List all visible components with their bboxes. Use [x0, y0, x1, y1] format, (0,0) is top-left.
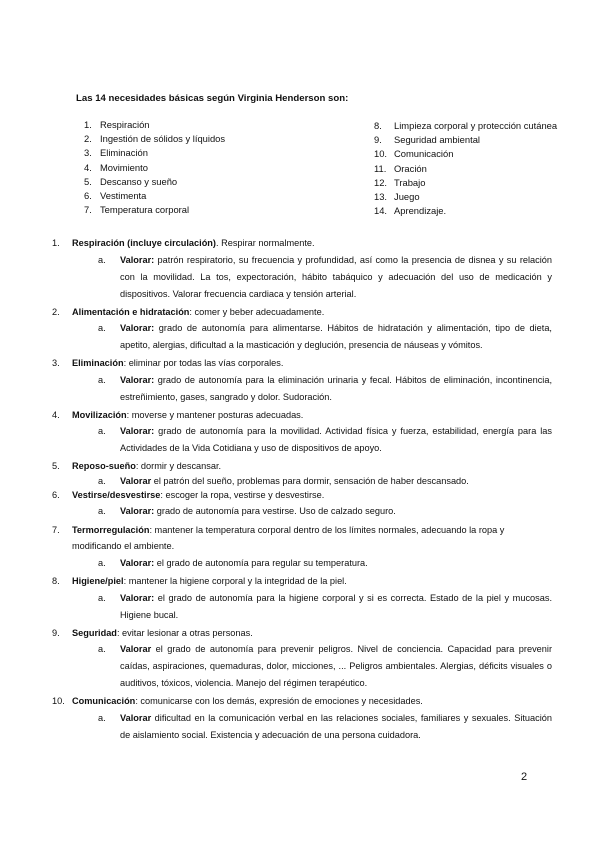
detail-description: escoger la ropa, vestirse y desvestirse.	[165, 489, 325, 500]
assess-label: Valorar:	[120, 374, 155, 385]
detail-term: Eliminación	[72, 358, 124, 368]
need-item: 8. Limpieza corporal y protección cutánea	[374, 120, 558, 131]
detail-description: evitar lesionar a otras personas.	[122, 627, 253, 638]
assess-text: dificultad en la comunicación verbal en las relaciones sociales, familiares y sexuales. Situación de aislamiento social. Existencia y adecuación de una persona cuidadora.	[120, 712, 552, 740]
needs-list-right	[374, 119, 557, 218]
need-item: 13. Juego	[374, 190, 420, 202]
page-heading: Las 14 necesidades básicas según Virginia Henderson son:	[76, 93, 349, 104]
need-item: 6. Vestimenta	[84, 189, 147, 201]
need-item: 10. Comunicación	[374, 148, 454, 160]
detail-item: 6. Vestirse/desvestirse: escoger la ropa, vestirse y desvestirse. a. Valorar: grado de autonomía para vestirse. Uso de calzado seguro.	[52, 489, 396, 516]
assess-label: Valorar	[120, 712, 152, 723]
detail-item: 7. Termorregulación: mantener la temperatura corporal dentro de los límites normales, adecuando la ropa y modificando el ambiente. a. Valorar: el grado de autonomía para regular su temperatura.	[52, 525, 505, 568]
assess-label: Valorar:	[120, 323, 155, 333]
need-item: 9. Seguridad ambiental	[374, 134, 480, 146]
detail-item: 9. Seguridad: evitar lesionar a otras personas. a. Valorar el grado de autonomía para prevenir peligros. Nivel de conciencia. Capacidad para prevenir caídas, aspiraciones, quemaduras, dolor, micciones, ... Peligros ambientales. Alergias, déficits visuales o auditivos, tóxicos, violencia. Manejo del régimen terapéutico.	[52, 627, 552, 688]
need-item: 5. Descanso y sueño	[84, 175, 178, 187]
assess-label: Valorar:	[120, 592, 155, 603]
detail-term: Respiración (incluye circulación)	[72, 238, 216, 248]
detail-term: Higiene/piel	[72, 576, 124, 586]
detail-term: Seguridad	[72, 627, 117, 638]
detail-item: 4. Movilización: moverse y mantener posturas adecuadas. a. Valorar: grado de autonomía para la movilidad. Actividad física y fuerza, estabilidad, energía para las Actividades de la Vida Cotidiana y uso de dispositivos de apoyo.	[52, 409, 552, 453]
need-item: 14. Aprendizaje.	[374, 205, 447, 217]
needs-list-left	[84, 118, 225, 217]
detail-term: Alimentación e hidratación	[72, 306, 190, 317]
need-item: 7. Temperatura corporal	[84, 204, 190, 216]
assess-text: el grado de autonomía para la higiene corporal y si es correcta. Estado de la piel y mucosas. Higiene bucal.	[120, 592, 552, 620]
detail-item: 8. Higiene/piel: mantener la higiene corporal y la integridad de la piel. a. Valorar: el grado de autonomía para la higiene corporal y si es correcta. Estado de la piel y mucosas. Higiene bucal.	[52, 576, 552, 620]
detail-term: Vestirse/desvestirse	[72, 489, 161, 500]
need-item: 2. Ingestión de sólidos y líquidos	[84, 133, 226, 145]
assess-text: el grado de autonomía para regular su temperatura.	[154, 558, 368, 568]
needs-details-list	[52, 236, 552, 744]
assess-label: Valorar:	[120, 506, 155, 516]
assess-label: Valorar	[120, 644, 152, 654]
need-item: 3. Eliminación	[84, 147, 148, 159]
detail-item: 2. Alimentación e hidratación: comer y beber adecuadamente. a. Valorar: grado de autonomía para alimentarse. Hábitos de hidratación y alimentación, tipo de dieta, apetito, alergias, dificultad a la masticación y deglución, presencia de náuseas y vómitos.	[52, 306, 552, 350]
assess-text: el patrón del sueño, problemas para dormir, sensación de haber descansado.	[151, 475, 469, 486]
assess-label: Valorar	[120, 475, 152, 486]
assess-text: grado de autonomía para la movilidad. Actividad física y fuerza, estabilidad, energía para las Actividades de la Vida Cotidiana y uso de dispositivos de apoyo.	[120, 426, 552, 453]
need-item: 11. Oración	[374, 162, 427, 174]
detail-item: 10. Comunicación: comunicarse con los demás, expresión de emociones y necesidades. a. Valorar dificultad en la comunicación verbal en las relaciones sociales, familiares y sexuales. Situación de aislamiento social. Existencia y adecuación de una persona cuidadora.	[52, 696, 552, 740]
page-number: 2	[521, 771, 528, 783]
detail-term: Comunicación	[72, 696, 136, 706]
detail-description: dormir y descansar.	[140, 461, 222, 471]
detail-term: Termorregulación	[72, 525, 150, 535]
assess-text: patrón respiratorio, su frecuencia y profundidad, así como la presencia de disnea y su relación con la movilidad. La tos, expectoración, hábito tabáquico y adecuación del uso de medicación y dispositivos. Valorar frecuencia cardiaca y tensión arterial.	[120, 254, 552, 299]
need-item: 12. Trabajo	[374, 176, 426, 188]
assess-text: grado de autonomía para la eliminación urinaria y fecal. Hábitos de eliminación, incontinencia, estreñimiento, gases, sangrado y dolor. Sudoración.	[120, 374, 552, 402]
assess-label: Valorar:	[120, 426, 155, 436]
detail-item: 1. Respiración (incluye circulación). Respirar normalmente. a. Valorar: patrón respiratorio, su frecuencia y profundidad, así como la presencia de disnea y su relación con la movilidad. La tos, expectoración, hábito tabáquico y adecuación del uso de medicación y dispositivos. Valorar frecuencia cardiaca y tensión arterial.	[52, 238, 552, 299]
detail-description: comunicarse con los demás, expresión de emociones y necesidades.	[140, 696, 423, 706]
detail-description: mantener la temperatura corporal dentro de los límites normales, adecuando la ropa y modificando el ambiente.	[72, 525, 505, 551]
need-item: 1. Respiración	[84, 119, 150, 130]
detail-description: Respirar normalmente.	[221, 238, 315, 248]
detail-description: comer y beber adecuadamente.	[194, 306, 325, 317]
assess-text: grado de autonomía para alimentarse. Hábitos de hidratación y alimentación, tipo de dieta, apetito, alergias, dificultad a la masticación y deglución, presencia de náuseas y vómitos.	[120, 323, 552, 350]
assess-text: grado de autonomía para vestirse. Uso de calzado seguro.	[154, 506, 396, 516]
detail-description: moverse y mantener posturas adecuadas.	[131, 409, 304, 420]
assess-label: Valorar:	[120, 254, 155, 265]
detail-description: mantener la higiene corporal y la integridad de la piel.	[128, 576, 347, 586]
detail-description: eliminar por todas las vías corporales.	[128, 358, 284, 368]
detail-item: 3. Eliminación: eliminar por todas las vías corporales. a. Valorar: grado de autonomía para la eliminación urinaria y fecal. Hábitos de eliminación, incontinencia, estreñimiento, gases, sangrado y dolor. Sudoración.	[52, 358, 552, 402]
assess-text: el grado de autonomía para prevenir peligros. Nivel de conciencia. Capacidad para prevenir caídas, aspiraciones, quemaduras, dolor, micciones, ... Peligros ambientales. Alergias, déficits visuales o auditivos, tóxicos, violencia. Manejo del régimen terapéutico.	[120, 644, 552, 688]
detail-term: Reposo-sueño	[72, 461, 136, 471]
detail-item: 5. Reposo-sueño: dormir y descansar. a. Valorar el patrón del sueño, problemas para dormir, sensación de haber descansado.	[52, 461, 469, 486]
detail-term: Movilización	[72, 409, 127, 420]
assess-label: Valorar:	[120, 558, 155, 568]
need-item: 4. Movimiento	[84, 161, 148, 173]
